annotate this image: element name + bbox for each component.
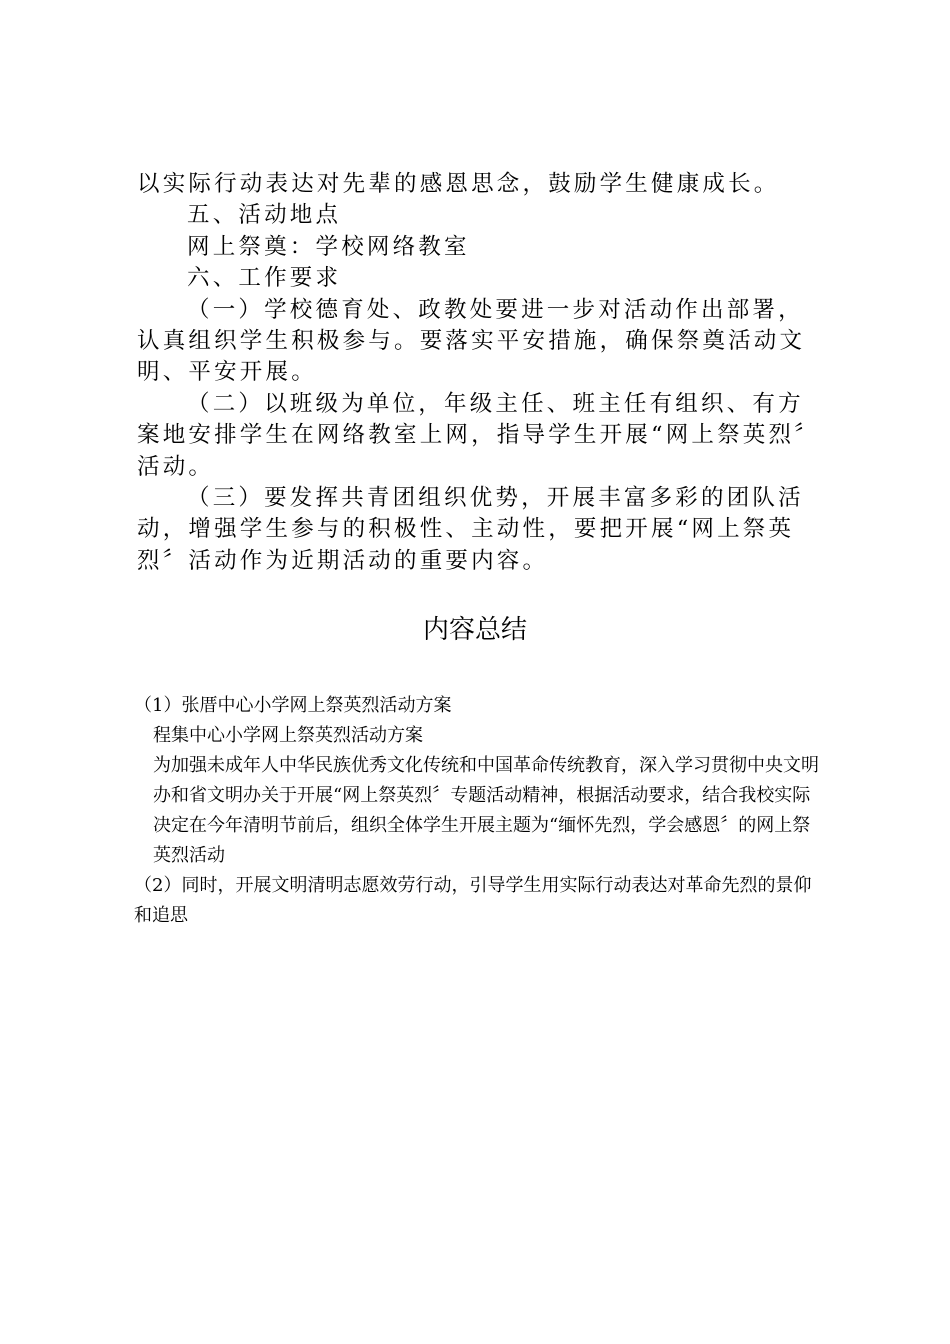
summary-item-1-text: 为加强未成年人中华民族优秀文化传统和中国革命传统教育，深入学习贯彻中央文明办和省文明办关于开展“网上祭英烈〞专题活动精神，根据活动要求，结合我校实际决定在今年清明节前后，组织全体学生开展主题为“缅怀先烈，学会感恩〞的网上祭英烈活动 — [153, 755, 819, 866]
continued-paragraph: 以实际行动表达对先辈的感恩思念，鼓励学生健康成长。 — [137, 171, 780, 197]
document-body — [137, 169, 823, 577]
section-6-heading: 六、工作要求 — [187, 265, 342, 292]
section-5-heading: 五、活动地点 — [187, 202, 342, 229]
summary-item-1-title: 程集中心小学网上祭英烈活动方案 — [153, 725, 423, 746]
requirement-2: （二）以班级为单位，年级主任、班主任有组织、有方案地安排学生在网络教室上网，指导学生开展“网上祭英烈〞活动。 — [137, 390, 820, 480]
requirement-1: （一）学校德育处、政教处要进一步对活动作出部署，认真组织学生积极参与。要落实平安措施，确保祭奠活动文明、平安开展。 — [137, 296, 806, 386]
summary-title: 内容总结 — [422, 615, 527, 645]
requirement-3: （三）要发挥共青团组织优势，开展丰富多彩的团队活动，增强学生参与的积极性、主动性，要把开展“网上祭英烈〞活动作为近期活动的重要内容。 — [137, 485, 804, 574]
summary-section — [134, 691, 823, 931]
section-5-content: 网上祭奠：学校网络教室 — [187, 233, 470, 260]
summary-item-2: （2）同时，开展文明清明志愿效劳行动，引导学生用实际行动表达对革命先烈的景仰和追思 — [134, 875, 812, 926]
summary-item-1-label: （1）张厝中心小学网上祭英烈活动方案 — [134, 695, 452, 716]
